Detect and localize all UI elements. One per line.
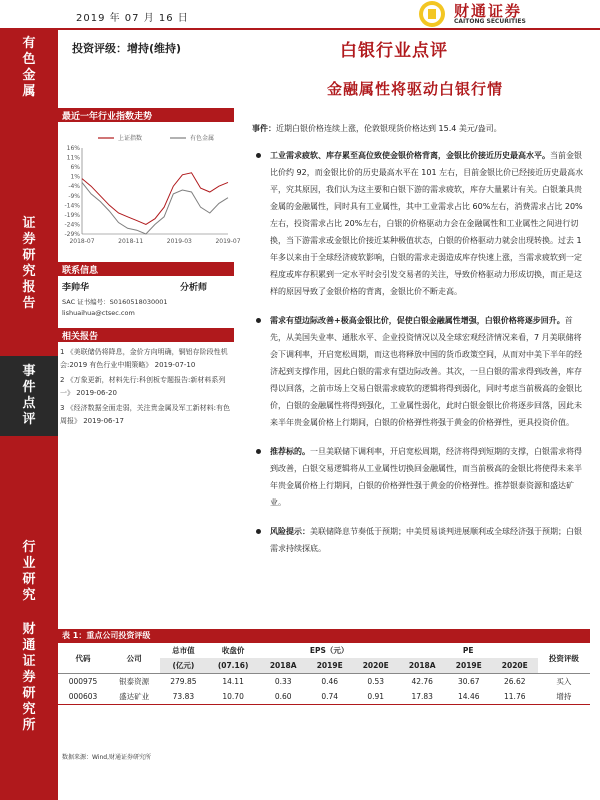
index-trend-chart bbox=[58, 126, 241, 250]
y-tick-label: 16% bbox=[66, 145, 80, 152]
bullet-dot-icon bbox=[256, 529, 261, 534]
cell-pe: 17.83 bbox=[399, 689, 446, 705]
left-sidebar bbox=[0, 30, 58, 800]
table-header-row bbox=[58, 643, 590, 658]
legend-label: 有色金属 bbox=[190, 135, 215, 142]
report-body bbox=[252, 120, 588, 569]
bullet-dot-icon bbox=[256, 153, 261, 158]
col-year: 2018A bbox=[260, 658, 307, 674]
cell-close: 14.11 bbox=[207, 674, 260, 690]
page-header bbox=[0, 0, 600, 30]
cell-eps: 0.53 bbox=[353, 674, 399, 690]
data-source-note: 数据来源：Wind,财通证券研究所 bbox=[62, 754, 151, 761]
cell-pe: 42.76 bbox=[399, 674, 446, 690]
cell-rating: 增持 bbox=[538, 689, 590, 705]
col-mcap: 总市值 bbox=[160, 643, 206, 658]
cell-eps: 0.46 bbox=[307, 674, 353, 690]
col-close-date: (07.16) bbox=[207, 658, 260, 674]
table-title: 表 1：重点公司投资评级 bbox=[58, 629, 590, 643]
cell-code: 000603 bbox=[58, 689, 108, 705]
bullet-text: 首先，从美国失业率、通胀水平、企业投资情况以及全球宏观经济情况来看，7 月美联储将会下调利率，开启宽松周期，而这也将释放中国的货币政策空间，从而对中美下半年的经济起到支撑作用，因此白银的需求有望边际改善。其次，一旦白银的需求得到改善，库存得以回落，之前市场上交易白银需求疲软的逻辑将得到弱化，同时考虑当前极高的金银比价，白银的金融属性将得到强化，工业属性弱化，此时白银金银比价将逐步回落，因此未来半年贵金属价格上行期间，白银的价格弹性将强于黄金的价格弹性，更具投资价值。 bbox=[270, 316, 582, 427]
y-tick-label: -9% bbox=[68, 192, 80, 200]
y-tick-label: -24% bbox=[64, 221, 80, 229]
contact-panel-header: 联系信息 bbox=[58, 262, 234, 276]
bullet-text: 一旦美联储下调利率，开启宽松周期，经济将得到短期的支撑，白银需求将得到改善，白银交易逻辑将从工业属性切换回金融属性，而当前极高的金银比将使得未来半年贵金属价格上行期间，白银的价格弹性强于黄金的价格弹性。推荐银泰资源和盛达矿业。 bbox=[270, 447, 582, 507]
cell-eps: 0.91 bbox=[353, 689, 399, 705]
sidebar-section-nonferrous: 有 色 金 属 bbox=[22, 36, 36, 99]
cell-mcap: 279.85 bbox=[160, 674, 206, 690]
key-company-table bbox=[58, 629, 590, 705]
report-title: 金融属性将驱动白银行情 bbox=[327, 80, 504, 98]
cell-code: 000975 bbox=[58, 674, 108, 690]
y-tick-label: 6% bbox=[70, 164, 80, 172]
caitong-logo bbox=[418, 0, 578, 28]
col-mcap-unit: (亿元) bbox=[160, 658, 206, 674]
table-row bbox=[58, 674, 590, 690]
bullet-dot-icon bbox=[256, 318, 261, 323]
bullet-heading: 风险提示： bbox=[270, 527, 310, 536]
bullet-heading: 工业需求疲软、库存累至高位致使金银价格背离，金银比价接近历史最高水平。 bbox=[270, 151, 550, 160]
col-year: 2018A bbox=[399, 658, 446, 674]
col-close: 收盘价 bbox=[207, 643, 260, 658]
col-eps: EPS（元） bbox=[260, 643, 399, 658]
investment-rating: 投资评级：增持(维持) bbox=[72, 42, 182, 55]
bullet-paragraph bbox=[252, 523, 588, 557]
analyst-role: 分析师 bbox=[180, 283, 208, 293]
bullet-paragraph bbox=[252, 312, 588, 431]
sidebar-section-industry-research: 行 业 研 究 bbox=[22, 540, 36, 603]
bullet-heading: 推荐标的。 bbox=[270, 447, 310, 456]
bullet-paragraph bbox=[252, 147, 588, 300]
cell-company: 盛达矿业 bbox=[108, 689, 160, 705]
cell-pe: 30.67 bbox=[446, 674, 492, 690]
cell-pe: 14.46 bbox=[446, 689, 492, 705]
cell-close: 10.70 bbox=[207, 689, 260, 705]
bullet-paragraph bbox=[252, 443, 588, 511]
event-text: 近期白银价格连续上涨，伦敦银现货价格达到 15.4 美元/盎司。 bbox=[276, 124, 502, 133]
related-report-item[interactable]: 1 《美联储仍将降息，金价方向明确，铜铝存阶段性机会:2019 有色行业中期策略》 2019-07-10 bbox=[60, 348, 228, 369]
rating-table bbox=[58, 643, 590, 705]
bullet-heading: 需求有望边际改善+极高金银比价，促使白银金融属性增强，白银价格将逐步回升。 bbox=[270, 316, 565, 325]
x-tick-label: 2019-07 bbox=[215, 238, 241, 245]
cell-eps: 0.74 bbox=[307, 689, 353, 705]
sac-number: SAC 证书编号：S0160518030001 bbox=[62, 298, 168, 306]
y-tick-label: 11% bbox=[66, 154, 80, 162]
col-year: 2019E bbox=[307, 658, 353, 674]
related-report-item[interactable]: 2 《万象更新，材料先行:科创板专题报告:新材料系列一》 2019-06-20 bbox=[60, 376, 226, 397]
analyst-name: 李帅华 bbox=[62, 283, 90, 293]
related-report-item[interactable]: 3 《经济数据全面走弱，关注贵金属及军工新材料:有色周报》 2019-06-17 bbox=[60, 404, 231, 425]
cell-eps: 0.60 bbox=[260, 689, 307, 705]
analyst-email[interactable]: lishuaihua@ctsec.com bbox=[62, 309, 135, 317]
bullet-dot-icon bbox=[256, 449, 261, 454]
bullet-text: 美联储降息节奏低于预期；中美贸易谈判进展顺利或全球经济强于预期；白银需求持续探底。 bbox=[270, 527, 582, 553]
event-label: 事件： bbox=[252, 124, 276, 133]
index-trend-svg bbox=[58, 126, 241, 250]
col-year: 2020E bbox=[353, 658, 399, 674]
report-date: 2019 年 07 月 16 日 bbox=[76, 13, 189, 24]
bullet-text: 当前金银比价约 92，而金银比价的历史最高水平在 101 左右，目前金银比价已经接近历史最高水平，究其原因，我们认为这主要和白银下游的需求疲软，库存大量累计有关。白银兼具贵金属的金融属性，同时具有工业属性，其中工业需求占比 60%左右，消费需求占比 20%左右，投资需求占比 20%左右，白银的价格驱动力会在金融属性和工业属性之间进行切换，当下游需求或金银比价接近某种极值状态，白银的价格驱动力就会出现转换。过去 1 年多以来由于全球经济疲软影响，白银的需求走弱造成库存快速上涨，当需求疲软到一定程度或库存积累到一定水平时会引发交易者的关注，导致价格驱动力形成切换，而正是这样的原因导致了金银价格的背离，金银比价不断走高。 bbox=[270, 151, 584, 296]
y-tick-label: 1% bbox=[70, 173, 80, 181]
sidebar-section-research-report: 证 券 研 究 报 告 bbox=[22, 216, 36, 311]
related-report-list bbox=[60, 346, 236, 430]
sidebar-section-event-review: 事 件 点 评 bbox=[22, 364, 36, 427]
col-year: 2020E bbox=[492, 658, 538, 674]
cell-rating: 买入 bbox=[538, 674, 590, 690]
related-panel-header: 相关报告 bbox=[58, 328, 234, 342]
series-line-0 bbox=[82, 173, 228, 225]
legend-label: 上证指数 bbox=[118, 135, 143, 142]
col-code: 代码 bbox=[58, 643, 108, 674]
y-tick-label: -4% bbox=[68, 183, 80, 191]
report-type: 白银行业点评 bbox=[340, 41, 448, 61]
logo-english-name: CAITONG SECURITIES bbox=[454, 18, 526, 25]
sidebar-section-institute: 财 通 证 券 研 究 所 bbox=[22, 622, 36, 733]
y-tick-label: -19% bbox=[64, 211, 80, 219]
col-company: 公司 bbox=[108, 643, 160, 674]
x-tick-label: 2018-11 bbox=[118, 238, 144, 245]
cell-pe: 11.76 bbox=[492, 689, 538, 705]
cell-eps: 0.33 bbox=[260, 674, 307, 690]
y-tick-label: -29% bbox=[64, 231, 80, 238]
x-tick-label: 2018-07 bbox=[69, 238, 95, 245]
x-tick-label: 2019-03 bbox=[166, 238, 192, 245]
cell-pe: 26.62 bbox=[492, 674, 538, 690]
event-paragraph bbox=[252, 120, 588, 137]
table-row bbox=[58, 689, 590, 705]
caitong-seal-icon bbox=[418, 0, 446, 28]
chart-panel-header: 最近一年行业指数走势 bbox=[58, 108, 234, 122]
cell-company: 银泰资源 bbox=[108, 674, 160, 690]
col-rating: 投资评级 bbox=[538, 643, 590, 674]
logo-chinese-name: 财通证券 bbox=[454, 2, 523, 20]
col-pe: PE bbox=[399, 643, 538, 658]
y-tick-label: -14% bbox=[64, 202, 80, 210]
col-year: 2019E bbox=[446, 658, 492, 674]
cell-mcap: 73.83 bbox=[160, 689, 206, 705]
